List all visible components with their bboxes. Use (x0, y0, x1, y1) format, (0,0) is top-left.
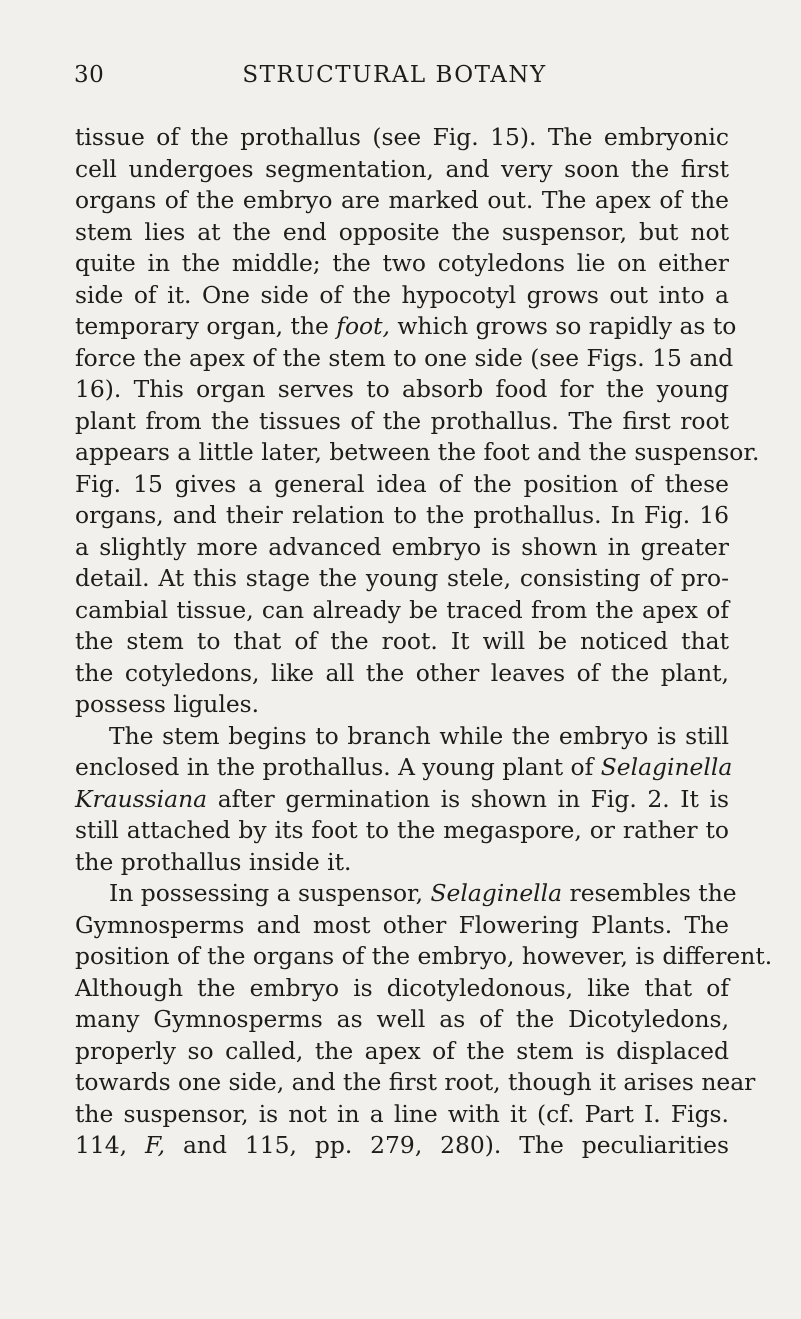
text-line: position of the organs of the embryo, however, is different. (75, 942, 773, 970)
text-line: side of it. One side of the hypocotyl grows out into a (75, 280, 729, 309)
text-fragment: In possessing a suspensor, (109, 879, 424, 907)
body-text (75, 122, 773, 1162)
text-line (75, 1130, 729, 1162)
text-line: cambial tissue, can already be traced from the apex of (75, 595, 729, 624)
text-line: the prothallus inside it. (75, 847, 352, 876)
italic-term: F, (145, 1131, 166, 1159)
text-line (75, 752, 733, 784)
text-line: 16). This organ serves to absorb food for the young (75, 375, 729, 403)
text-line: appears a little later, between the foot and the suspensor. (75, 438, 760, 466)
text-fragment: after germination is shown in Fig. 2. It is (217, 784, 729, 813)
text-line (75, 878, 737, 910)
text-fragment: enclosed in the prothallus. A young plant of (75, 753, 594, 781)
italic-term: Selaginella (430, 879, 563, 907)
text-line: tissue of the prothallus (see Fig. 15). The embryonic (75, 123, 729, 151)
text-line (75, 311, 737, 343)
text-line: stem lies at the end opposite the suspensor, but not (75, 217, 729, 246)
running-title: STRUCTURAL BOTANY (242, 62, 547, 88)
text-fragment: temporary organ, the (75, 312, 329, 340)
text-line: Fig. 15 gives a general idea of the position of these (75, 469, 729, 498)
page-header (74, 62, 715, 94)
text-line: still attached by its foot to the megaspore, or rather to (75, 816, 729, 844)
text-fragment: resembles the (569, 879, 737, 907)
text-line: properly so called, the apex of the stem is displaced (75, 1036, 729, 1065)
text-fragment: 114, (75, 1131, 128, 1159)
italic-term: Selaginella (600, 753, 733, 781)
text-line: force the apex of the stem to one side (see Figs. 15 and (75, 343, 734, 372)
text-line: detail. At this stage the young stele, consisting of pro- (75, 564, 729, 592)
italic-term: Kraussiana (75, 784, 208, 813)
text-line: towards one side, and the first root, though it arises near (75, 1068, 756, 1096)
text-line: the suspensor, is not in a line with it (cf. Part I. Figs. (75, 1099, 729, 1128)
text-line: plant from the tissues of the prothallus. The first root (75, 406, 729, 435)
text-line: organs, and their relation to the prothallus. In Fig. 16 (75, 501, 729, 529)
text-line: The stem begins to branch while the embryo is still (109, 721, 729, 750)
text-line (75, 784, 729, 816)
text-line: organs of the embryo are marked out. The apex of the (75, 186, 729, 214)
text-line: Gymnosperms and most other Flowering Plants. The (75, 910, 729, 939)
text-line: many Gymnosperms as well as of the Dicotyledons, (75, 1005, 729, 1033)
text-line: quite in the middle; the two cotyledons lie on either (75, 249, 729, 277)
text-fragment: and 115, pp. 279, 280). The peculiarities (182, 1131, 729, 1159)
text-line: the stem to that of the root. It will be noticed that (75, 627, 729, 655)
text-fragment: which grows so rapidly as to (397, 312, 737, 340)
text-line: the cotyledons, like all the other leaves of the plant, (75, 658, 729, 687)
text-line: possess ligules. (75, 690, 260, 718)
text-line: cell undergoes segmentation, and very soon the first (75, 154, 729, 183)
italic-term: foot, (336, 312, 390, 340)
text-line: a slightly more advanced embryo is shown in greater (75, 532, 729, 561)
page-number: 30 (74, 62, 105, 88)
text-line: Although the embryo is dicotyledonous, like that of (75, 973, 729, 1002)
